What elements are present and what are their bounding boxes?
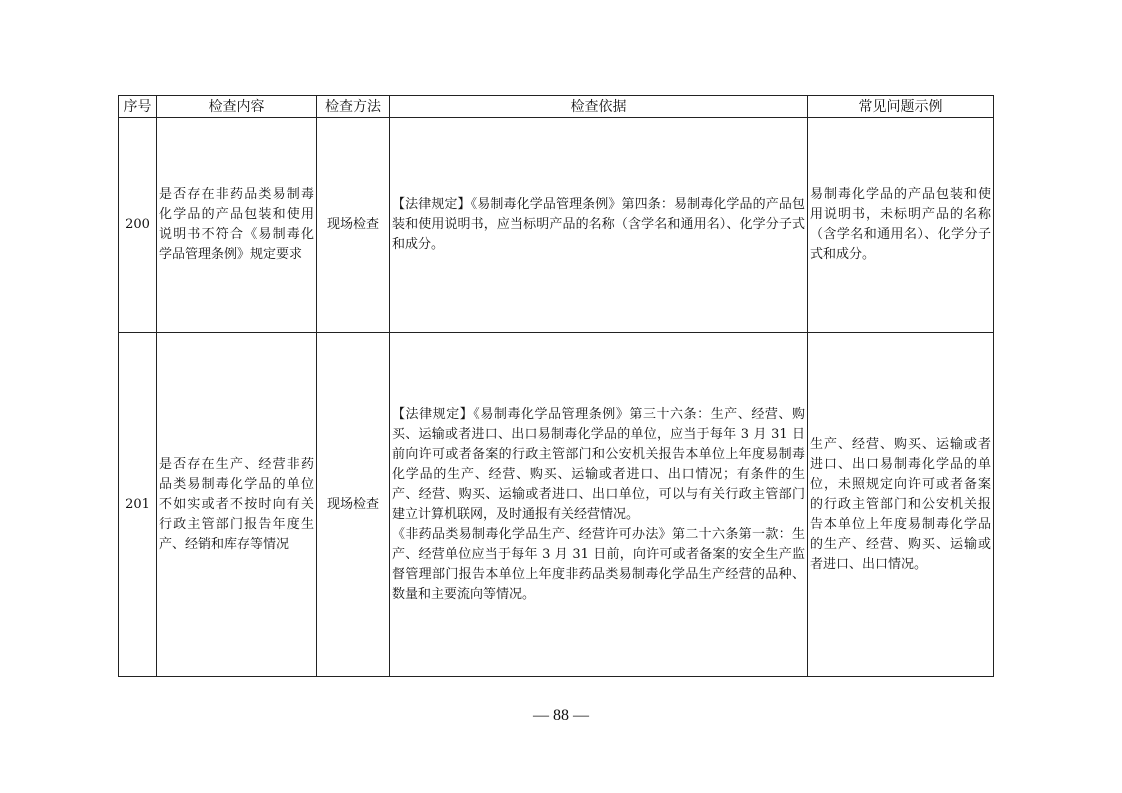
basis-paragraph: 【法律规定】《易制毒化学品管理条例》第四条：易制毒化学品的产品包装和使用说明书，应当标明产品的名称（含学名和通用名）、化学分子式和成分。 [392, 197, 805, 252]
row-basis [390, 333, 808, 677]
header-content: 检查内容 [157, 96, 317, 118]
row-basis [390, 118, 808, 333]
row-content: 是否存在生产、经营非药品类易制毒化学品的单位不如实或者不按时向有关行政主管部门报告年度生产、经销和库存等情况 [157, 333, 317, 677]
row-method: 现场检查 [317, 333, 390, 677]
header-issues: 常见问题示例 [808, 96, 994, 118]
header-basis: 检查依据 [390, 96, 808, 118]
row-issues: 易制毒化学品的产品包装和使用说明书，未标明产品的名称（含学名和通用名）、化学分子式和成分。 [808, 118, 994, 333]
row-content: 是否存在非药品类易制毒化学品的产品包装和使用说明书不符合《易制毒化学品管理条例》规定要求 [157, 118, 317, 333]
inspection-table [118, 95, 994, 677]
row-seq: 200 [119, 118, 157, 333]
row-seq: 201 [119, 333, 157, 677]
page-number: — 88 — [533, 707, 589, 724]
basis-paragraph: 《非药品类易制毒化学品生产、经营许可办法》第二十六条第一款：生产、经营单位应当于每年 3 月 31 日前，向许可或者备案的安全生产监督管理部门报告本单位上年度非药品类易制毒化学品生产经营的品种、数量和主要流向等情况。 [392, 526, 805, 602]
table-header-row [119, 96, 994, 118]
header-method: 检查方法 [317, 96, 390, 118]
table-row [119, 118, 994, 333]
row-method: 现场检查 [317, 118, 390, 333]
header-seq: 序号 [119, 96, 157, 118]
row-issues: 生产、经营、购买、运输或者进口、出口易制毒化学品的单位，未照规定向许可或者备案的行政主管部门和公安机关报告本单位上年度易制毒化学品的生产、经营、购买、运输或者进口、出口情况。 [808, 333, 994, 677]
table-row [119, 333, 994, 677]
basis-paragraph: 【法律规定】《易制毒化学品管理条例》第三十六条：生产、经营、购买、运输或者进口、出口易制毒化学品的单位，应当于每年 3 月 31 日前向许可或者备案的行政主管部门和公安机关报告本单位上年度易制毒化学品的生产、经营、购买、运输或者进口、出口情况；有条件的生产、经营、购买、运输或者进口、出口单位，可以与有关行政主管部门建立计算机联网，及时通报有关经营情况。 [392, 406, 805, 522]
